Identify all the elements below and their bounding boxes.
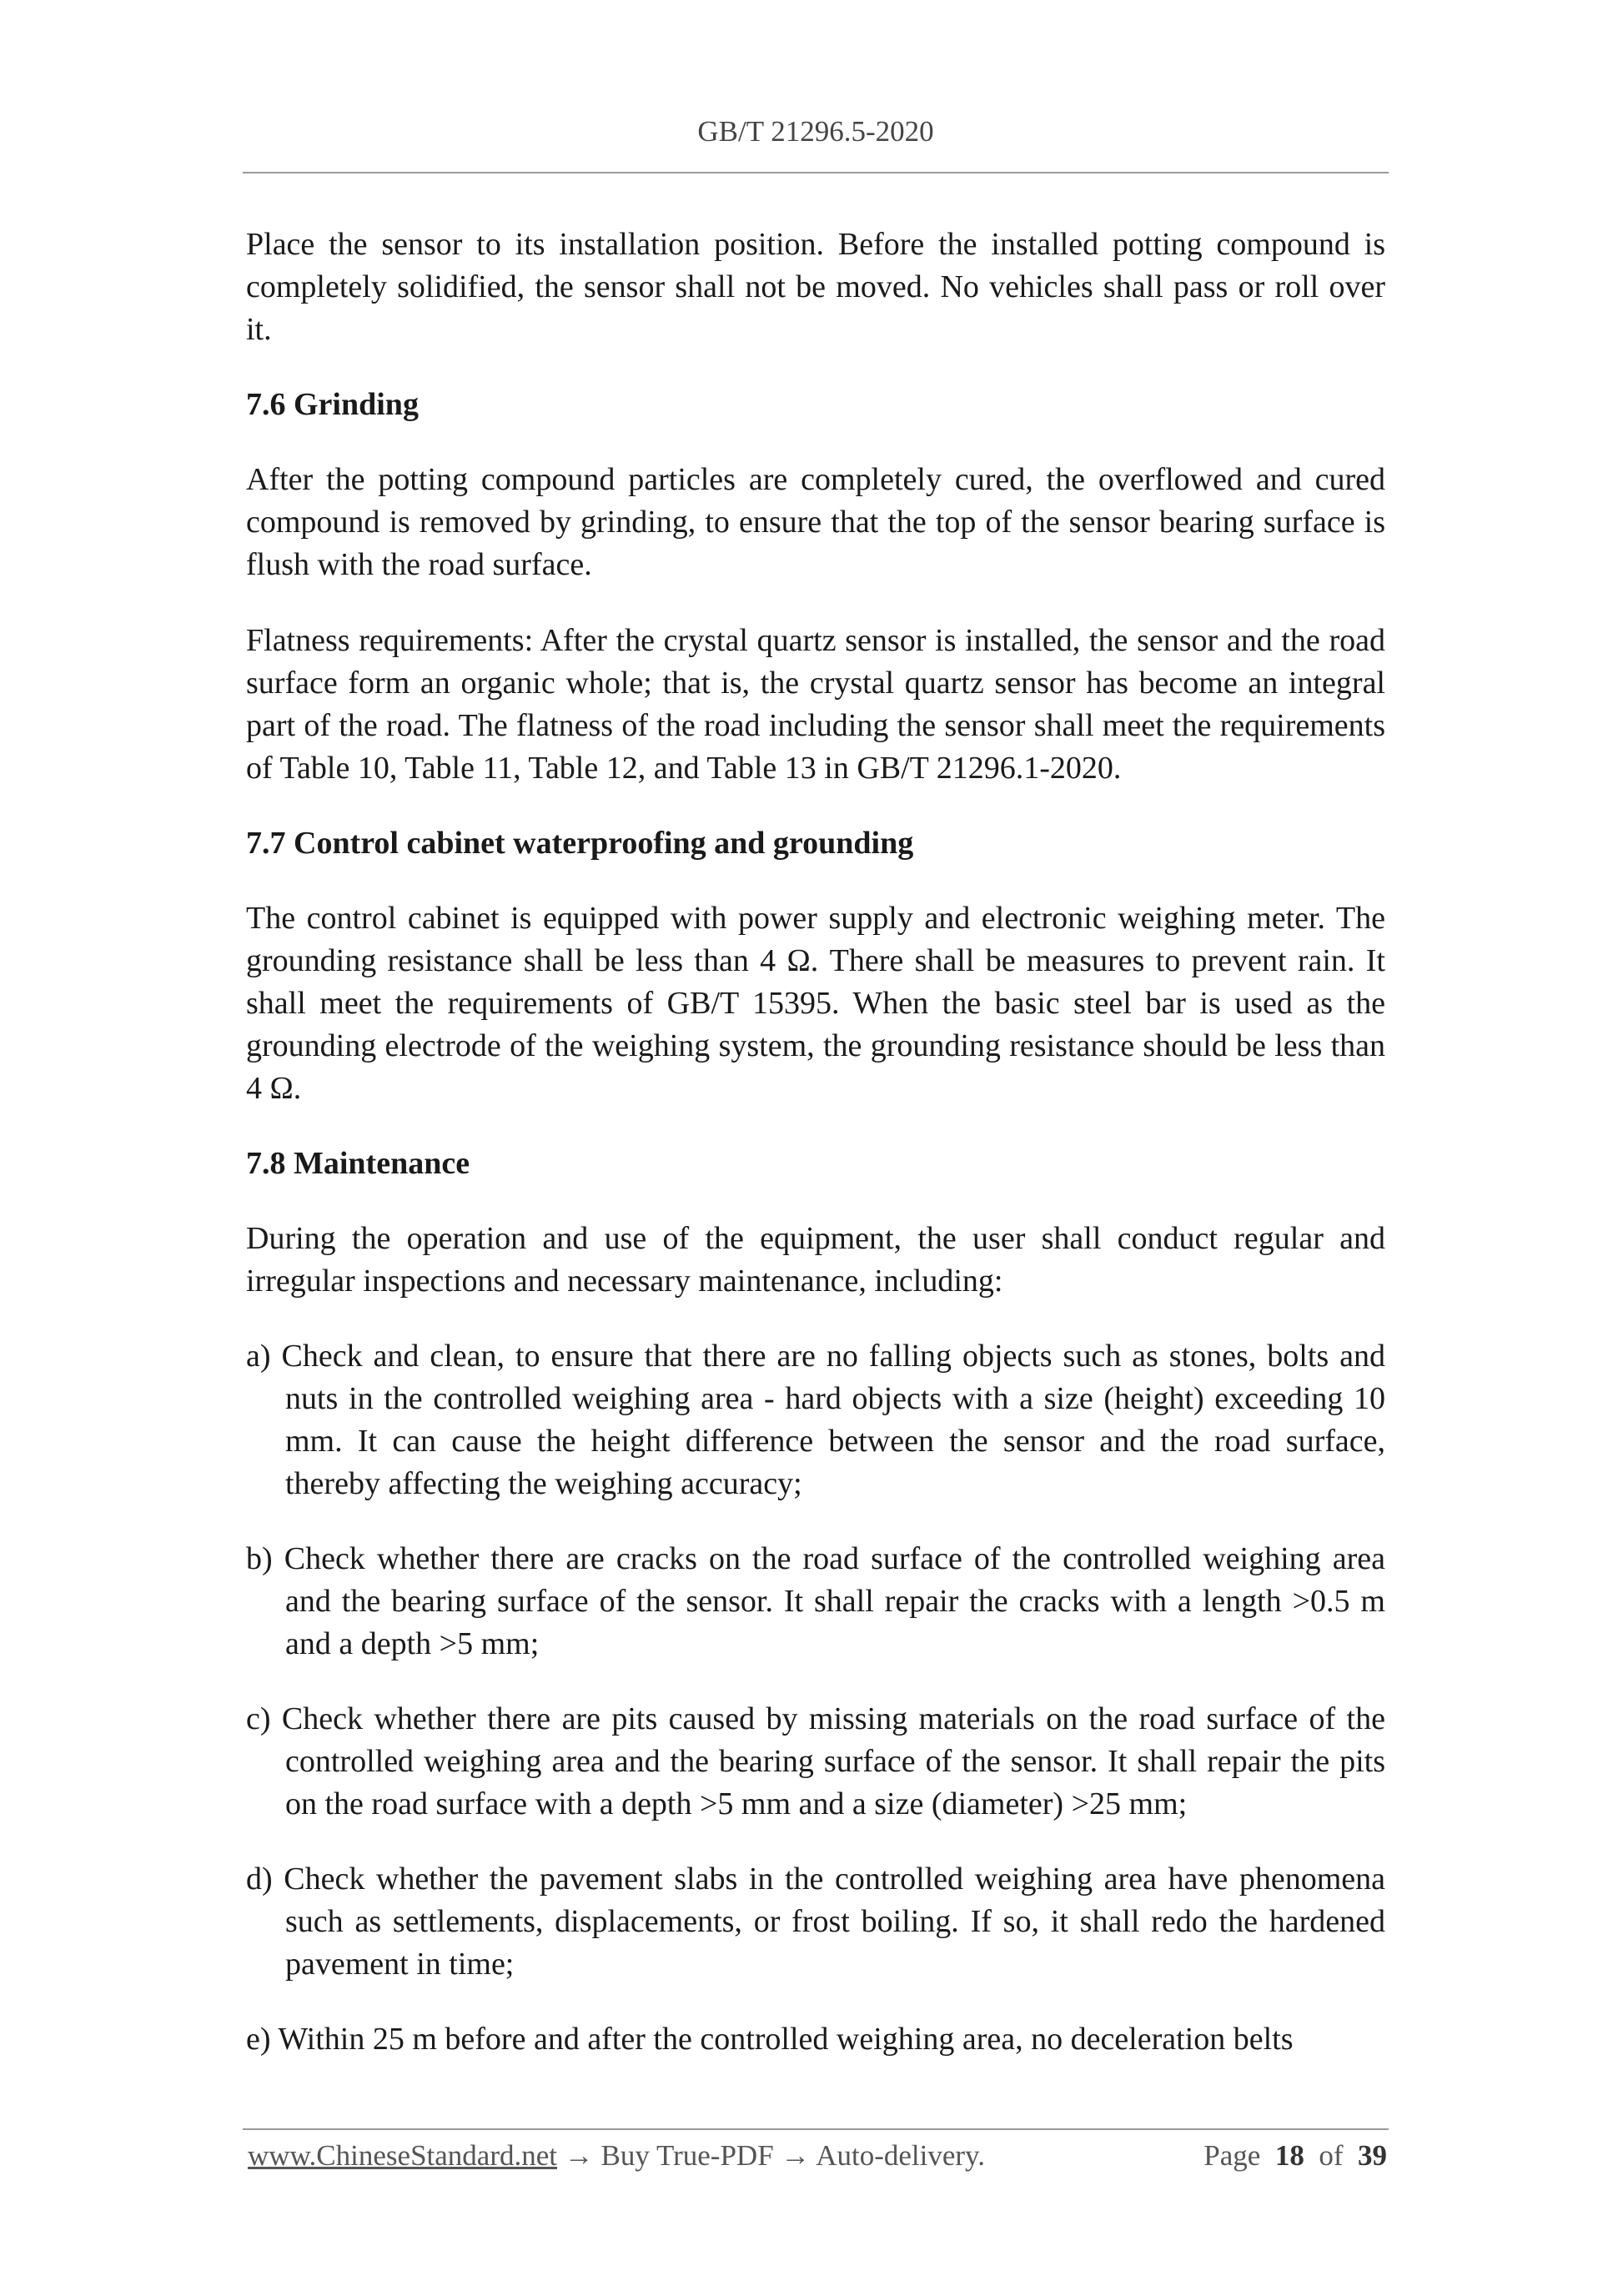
of-word: of xyxy=(1319,2139,1344,2172)
heading-7-6: 7.6 Grinding xyxy=(246,387,419,422)
list-item-d: d) Check whether the pavement slabs in the controlled weighing area have phenomena such as settlements, displacements, or frost boiling. If so, it shall redo the hardened pavement in time; xyxy=(246,1861,1385,1982)
list-item-c: c) Check whether there are pits caused by missing materials on the road surface of the controlled weighing area and the bearing surface of the sensor. It shall repair the pits on the road surface with a depth >5 mm and a size (diameter) >25 mm; xyxy=(246,1701,1385,1821)
paragraph-7-8: During the operation and use of the equipment, the user shall conduct regular and irregular inspections and necessary maintenance, including: xyxy=(246,1221,1385,1299)
paragraph-7-6-grinding: After the potting compound particles are completely cured, the overflowed and cured compound is removed by grinding, to ensure that the top of the sensor bearing surface is flush with the road surface. xyxy=(246,462,1385,582)
paragraph-7-6-flatness: Flatness requirements: After the crystal quartz sensor is installed, the sensor and the road surface form an organic whole; that is, the crystal quartz sensor has become an integral part of the road. The flatness of the road including the sensor shall meet the requirements of Table 10, Table 11, Table 12, and Table 13 in GB/T 21296.1-2020. xyxy=(246,623,1385,786)
page-word: Page xyxy=(1203,2139,1261,2172)
paragraph-7-7: The control cabinet is equipped with power supply and electronic weighing meter. The grounding resistance shall be less than 4 Ω. There shall be measures to prevent rain. It shall meet the requirements of GB/T 15395. When the basic steel bar is used as the grounding electrode of the weighing system, the grounding resistance should be less than 4 Ω. xyxy=(246,901,1385,1106)
footer-promo xyxy=(248,2138,985,2174)
list-item-e: e) Within 25 m before and after the controlled weighing area, no deceleration belts xyxy=(246,2022,1294,2057)
header-divider xyxy=(243,172,1389,173)
heading-7-7: 7.7 Control cabinet waterproofing and grounding xyxy=(246,826,914,861)
list-item-b: b) Check whether there are cracks on the road surface of the controlled weighing area and the bearing surface of the sensor. It shall repair the cracks with a length >0.5 m and a depth >5 mm; xyxy=(246,1541,1385,1661)
total-pages: 39 xyxy=(1358,2139,1387,2172)
intro-paragraph: Place the sensor to its installation position. Before the installed potting compound is completely solidified, the sensor shall not be moved. No vehicles shall pass or roll over it. xyxy=(246,227,1385,347)
heading-7-8: 7.8 Maintenance xyxy=(246,1146,470,1181)
document-body xyxy=(246,224,1385,2061)
current-page: 18 xyxy=(1274,2139,1304,2172)
footer-divider xyxy=(243,2128,1389,2130)
running-header: GB/T 21296.5-2020 xyxy=(697,115,934,148)
website-link[interactable]: www.ChineseStandard.net xyxy=(248,2139,557,2172)
maintenance-list xyxy=(246,1335,1385,2061)
list-item-a: a) Check and clean, to ensure that there are no falling objects such as stones, bolts and nuts in the controlled weighing area - hard objects with a size (height) exceeding 10 mm. It can cause the height difference between the sensor and the road surface, thereby affecting the weighing accuracy; xyxy=(246,1339,1385,1501)
promo-text: → Buy True-PDF → Auto-delivery. xyxy=(557,2139,986,2172)
page-number xyxy=(1203,2138,1387,2174)
